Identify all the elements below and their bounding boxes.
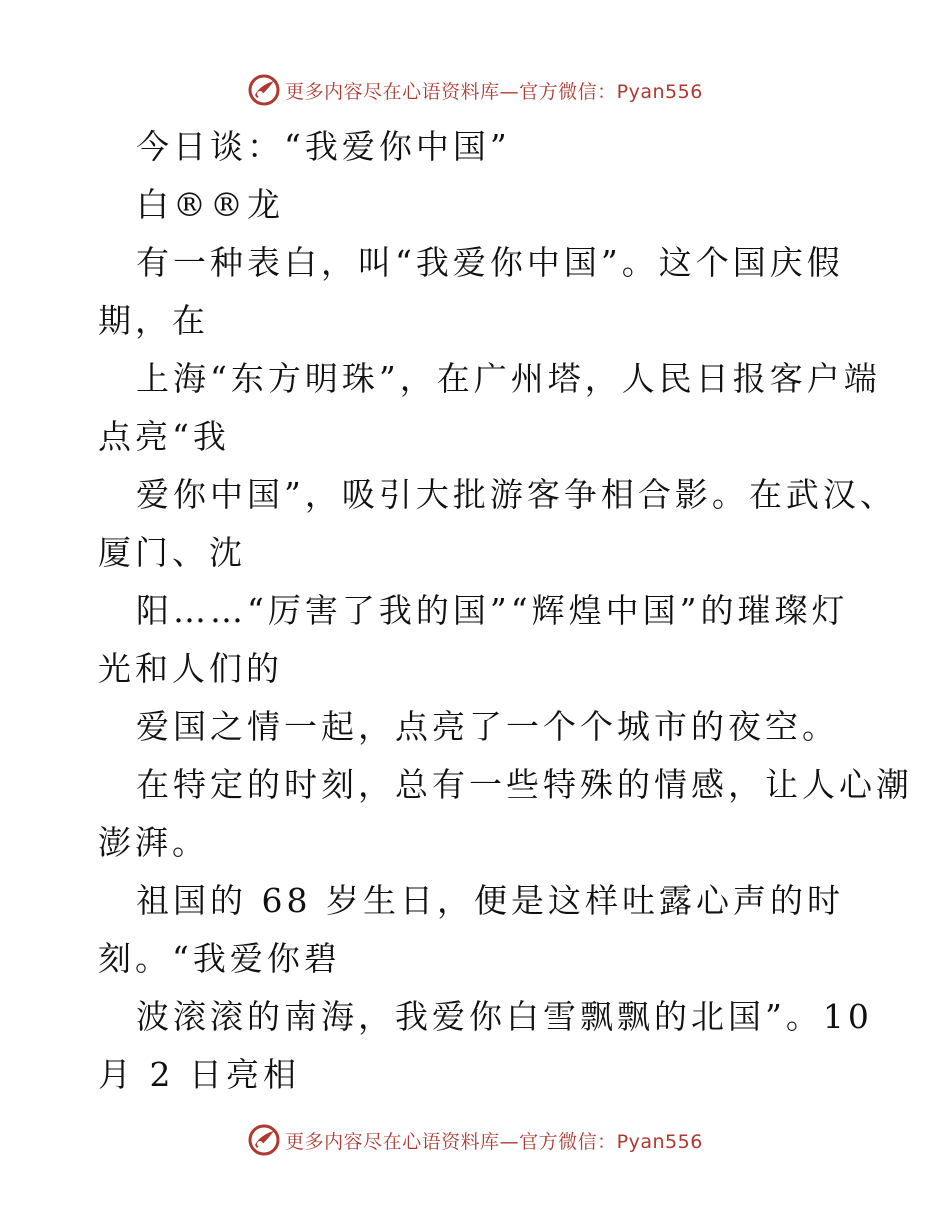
article-author: 白®®龙 [136,185,284,224]
brush-logo-icon [247,1123,281,1157]
paragraph-line: 波滚滚的南海，我爱你白雪飘飘的北国”。10 [136,997,873,1036]
footer-banner [0,1122,950,1158]
paragraph-line: 上海“东方明珠”，在广州塔，人民日报客户端 [136,359,881,398]
paragraph-line: 爱你中国”，吸引大批游客争相合影。在武汉、 [136,475,897,514]
paragraph-line: 刻。“我爱你碧 [98,939,341,978]
paragraph-line: 点亮“我 [98,417,230,456]
paragraph-line: 阳……“厉害了我的国”“辉煌中国”的璀璨灯 [136,591,849,630]
article-title: 今日谈：“我爱你中国” [136,127,511,166]
paragraph-line: 月 2 日亮相 [98,1055,300,1094]
paragraph-line: 澎湃。 [98,823,209,862]
paragraph-line: 厦门、沈 [98,533,246,572]
paragraph-line: 在特定的时刻，总有一些特殊的情感，让人心潮 [136,765,913,804]
brush-logo-icon [247,73,281,107]
paragraph-line: 爱国之情一起，点亮了一个个城市的夜空。 [136,707,839,746]
paragraph-line: 有一种表白，叫“我爱你中国”。这个国庆假 [136,243,844,282]
paragraph-line: 期，在 [98,301,209,340]
header-banner-text: 更多内容尽在心语资料库—官方微信：Pyan556 [285,80,703,103]
footer-banner-text: 更多内容尽在心语资料库—官方微信：Pyan556 [285,1130,703,1153]
header-banner [0,72,950,108]
paragraph-line: 祖国的 68 岁生日，便是这样吐露心声的时 [136,881,844,920]
paragraph-line: 光和人们的 [98,649,283,688]
